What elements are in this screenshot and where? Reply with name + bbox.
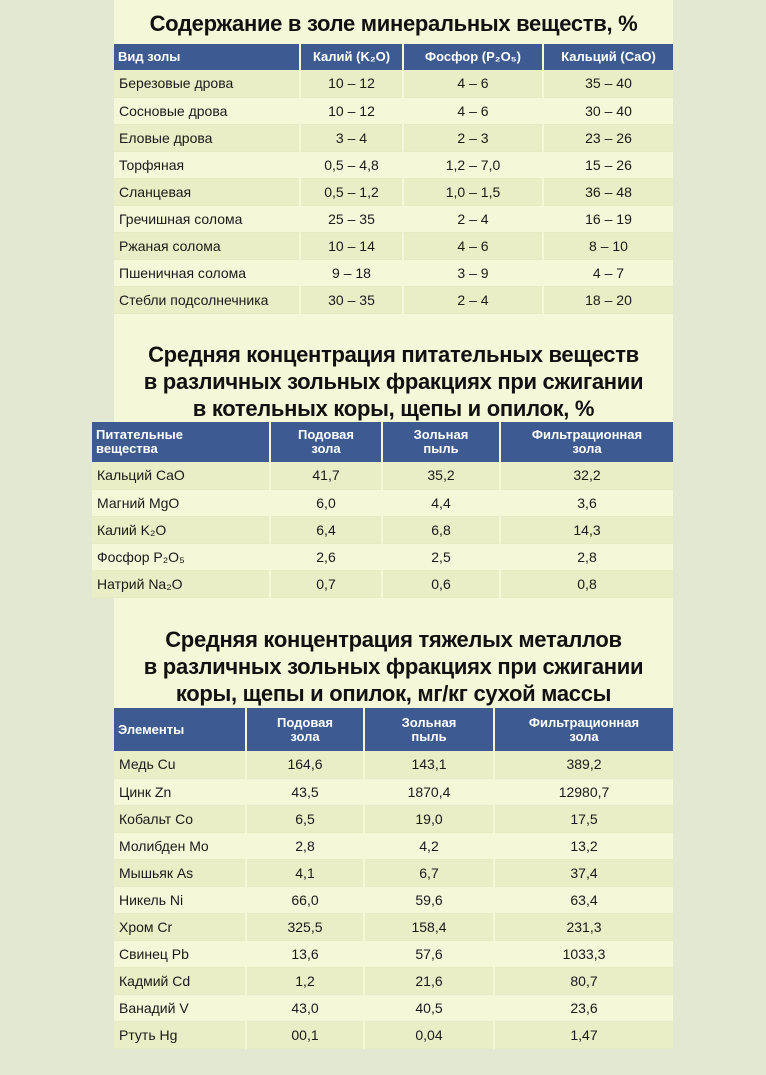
table-row (92, 462, 673, 489)
cell-value: 2,6 (270, 543, 382, 570)
cell-value: 14,3 (500, 516, 673, 543)
cell-value: 25 – 35 (300, 205, 403, 232)
cell-value: 2 – 4 (403, 205, 543, 232)
cell-value: 19,0 (364, 805, 494, 832)
table-row (114, 913, 673, 940)
header-phosphorus: Фосфор (P₂O₅) (403, 44, 543, 70)
table1-title: Содержание в золе минеральных веществ, % (149, 11, 638, 36)
cell-value: 389,2 (494, 751, 673, 778)
cell-value: 2,8 (500, 543, 673, 570)
table-row (114, 886, 673, 913)
header-ash-type: Вид золы (114, 44, 300, 70)
cell-value: 23 – 26 (543, 124, 673, 151)
nutrients-table (92, 422, 673, 598)
row-label: Кобальт Co (114, 805, 246, 832)
cell-value: 3 – 9 (403, 259, 543, 286)
row-label: Еловые дрова (114, 124, 300, 151)
cell-value: 13,6 (246, 940, 364, 967)
table-row (92, 570, 673, 597)
cell-value: 18 – 20 (543, 286, 673, 313)
cell-value: 4 – 7 (543, 259, 673, 286)
row-label: Кальций CaO (92, 462, 270, 489)
cell-value: 6,8 (382, 516, 500, 543)
table-row (114, 1021, 673, 1048)
table-row (114, 994, 673, 1021)
cell-value: 3,6 (500, 489, 673, 516)
row-label: Никель Ni (114, 886, 246, 913)
row-label: Мышьяк As (114, 859, 246, 886)
cell-value: 32,2 (500, 462, 673, 489)
cell-value: 41,7 (270, 462, 382, 489)
cell-value: 0,5 – 4,8 (300, 151, 403, 178)
table-row (114, 778, 673, 805)
row-label: Торфяная (114, 151, 300, 178)
cell-value: 43,5 (246, 778, 364, 805)
cell-value: 2 – 3 (403, 124, 543, 151)
cell-value: 6,7 (364, 859, 494, 886)
row-label: Кадмий Cd (114, 967, 246, 994)
table-row (114, 259, 673, 286)
header-fly-ash: Зольная пыль (382, 422, 500, 462)
cell-value: 37,4 (494, 859, 673, 886)
cell-value: 1,2 – 7,0 (403, 151, 543, 178)
cell-value: 4,1 (246, 859, 364, 886)
cell-value: 10 – 12 (300, 97, 403, 124)
table-row (114, 178, 673, 205)
table-row (114, 940, 673, 967)
cell-value: 1033,3 (494, 940, 673, 967)
cell-value: 30 – 35 (300, 286, 403, 313)
table-row (114, 124, 673, 151)
cell-value: 1870,4 (364, 778, 494, 805)
cell-value: 6,5 (246, 805, 364, 832)
table-row (92, 516, 673, 543)
header-potassium: Калий (K₂O) (300, 44, 403, 70)
table-row (114, 151, 673, 178)
row-label: Цинк Zn (114, 778, 246, 805)
table-row (114, 859, 673, 886)
row-label: Сланцевая (114, 178, 300, 205)
cell-value: 158,4 (364, 913, 494, 940)
header-elements: Элементы (114, 708, 246, 751)
header-filter-ash: Фильтрационная зола (500, 422, 673, 462)
table2-title (114, 341, 673, 422)
document-page (96, 0, 673, 1048)
row-label: Ванадий V (114, 994, 246, 1021)
header-calcium: Кальций (CaO) (543, 44, 673, 70)
cell-value: 2,8 (246, 832, 364, 859)
table2-title-line: в котельных коры, щепы и опилок, % (192, 396, 595, 421)
row-label: Стебли подсолнечника (114, 286, 300, 313)
cell-value: 6,4 (270, 516, 382, 543)
table3-title-line: коры, щепы и опилок, мг/кг сухой массы (175, 681, 612, 706)
cell-value: 164,6 (246, 751, 364, 778)
row-label: Пшеничная солома (114, 259, 300, 286)
cell-value: 2 – 4 (403, 286, 543, 313)
table-row (92, 489, 673, 516)
header-nutrients: Питательные вещества (92, 422, 270, 462)
cell-value: 17,5 (494, 805, 673, 832)
cell-value: 16 – 19 (543, 205, 673, 232)
cell-value: 63,4 (494, 886, 673, 913)
cell-value: 325,5 (246, 913, 364, 940)
row-label: Березовые дрова (114, 70, 300, 97)
table-row (114, 70, 673, 97)
table-row (92, 543, 673, 570)
cell-value: 23,6 (494, 994, 673, 1021)
table-row (114, 205, 673, 232)
table2-title-line: в различных зольных фракциях при сжигании (143, 369, 644, 394)
cell-value: 59,6 (364, 886, 494, 913)
header-bottom-ash: Подовая зола (246, 708, 364, 751)
cell-value: 9 – 18 (300, 259, 403, 286)
cell-value: 6,0 (270, 489, 382, 516)
row-label: Свинец Pb (114, 940, 246, 967)
cell-value: 0,5 – 1,2 (300, 178, 403, 205)
row-label: Молибден Mo (114, 832, 246, 859)
cell-value: 231,3 (494, 913, 673, 940)
cell-value: 40,5 (364, 994, 494, 1021)
cell-value: 4 – 6 (403, 97, 543, 124)
row-label: Фосфор P₂O₅ (92, 543, 270, 570)
cell-value: 10 – 12 (300, 70, 403, 97)
table-row (114, 967, 673, 994)
cell-value: 0,6 (382, 570, 500, 597)
cell-value: 35,2 (382, 462, 500, 489)
cell-value: 4,2 (364, 832, 494, 859)
row-label: Натрий Na₂O (92, 570, 270, 597)
cell-value: 4,4 (382, 489, 500, 516)
cell-value: 66,0 (246, 886, 364, 913)
table-row (114, 286, 673, 313)
mineral-ash-table (114, 44, 673, 314)
cell-value: 12980,7 (494, 778, 673, 805)
table2-title-line: Средняя концентрация питательных веществ (148, 342, 639, 367)
cell-value: 0,8 (500, 570, 673, 597)
table-row (114, 805, 673, 832)
cell-value: 57,6 (364, 940, 494, 967)
cell-value: 8 – 10 (543, 232, 673, 259)
cell-value: 36 – 48 (543, 178, 673, 205)
cell-value: 10 – 14 (300, 232, 403, 259)
table-row (114, 832, 673, 859)
cell-value: 00,1 (246, 1021, 364, 1048)
table3-title-line: в различных зольных фракциях при сжигании (143, 654, 644, 679)
cell-value: 1,47 (494, 1021, 673, 1048)
row-label: Магний MgO (92, 489, 270, 516)
row-label: Ржаная солома (114, 232, 300, 259)
cell-value: 13,2 (494, 832, 673, 859)
row-label: Ртуть Hg (114, 1021, 246, 1048)
row-label: Калий K₂O (92, 516, 270, 543)
cell-value: 4 – 6 (403, 232, 543, 259)
table-row (114, 751, 673, 778)
table-row (114, 97, 673, 124)
cell-value: 0,04 (364, 1021, 494, 1048)
cell-value: 35 – 40 (543, 70, 673, 97)
header-filter-ash: Фильтрационная зола (494, 708, 673, 751)
cell-value: 143,1 (364, 751, 494, 778)
cell-value: 1,0 – 1,5 (403, 178, 543, 205)
table-row (114, 232, 673, 259)
cell-value: 1,2 (246, 967, 364, 994)
cell-value: 30 – 40 (543, 97, 673, 124)
cell-value: 21,6 (364, 967, 494, 994)
table3-title-line: Средняя концентрация тяжелых металлов (165, 627, 622, 652)
cell-value: 3 – 4 (300, 124, 403, 151)
cell-value: 15 – 26 (543, 151, 673, 178)
table3-title (114, 626, 673, 707)
cell-value: 0,7 (270, 570, 382, 597)
row-label: Сосновые дрова (114, 97, 300, 124)
cell-value: 80,7 (494, 967, 673, 994)
cell-value: 2,5 (382, 543, 500, 570)
header-bottom-ash: Подовая зола (270, 422, 382, 462)
heavy-metals-table (114, 708, 673, 1049)
row-label: Хром Cr (114, 913, 246, 940)
cell-value: 43,0 (246, 994, 364, 1021)
cell-value: 4 – 6 (403, 70, 543, 97)
header-fly-ash: Зольная пыль (364, 708, 494, 751)
row-label: Гречишная солома (114, 205, 300, 232)
row-label: Медь Cu (114, 751, 246, 778)
